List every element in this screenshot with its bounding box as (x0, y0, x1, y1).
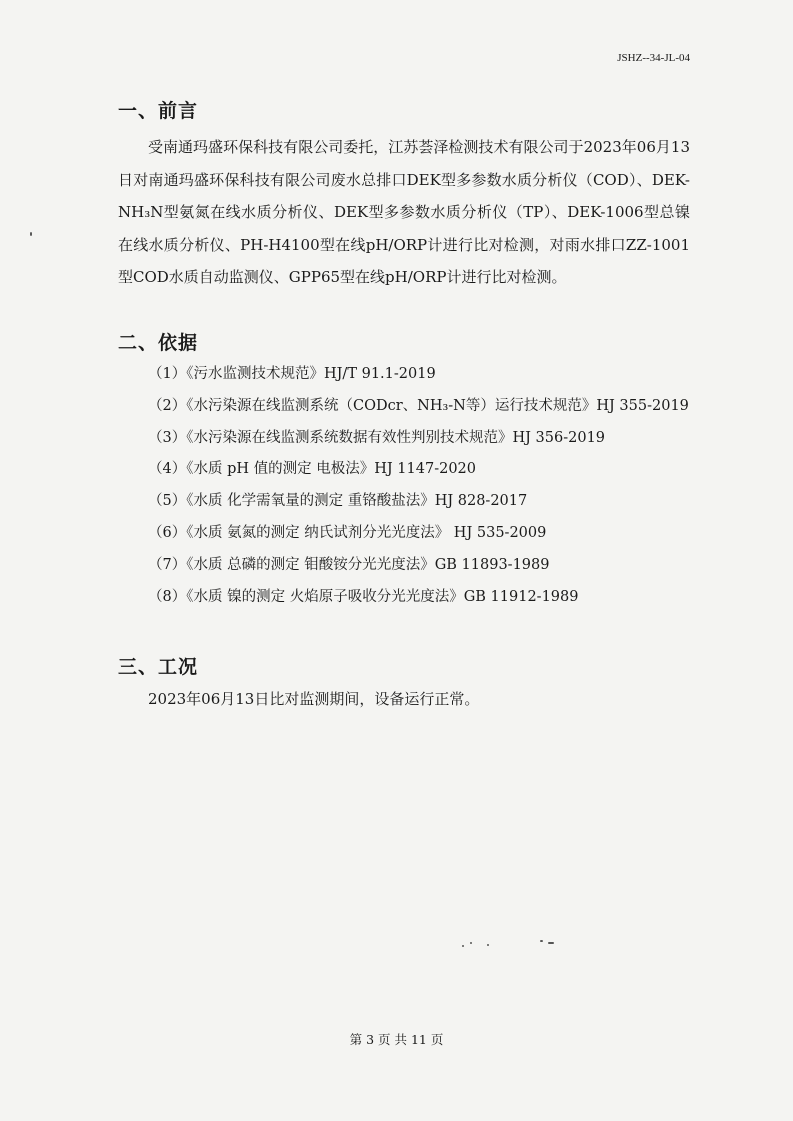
scan-speck (548, 942, 554, 944)
scan-speck (462, 945, 464, 947)
condition-body: 2023年06月13日比对监测期间，设备运行正常。 (148, 690, 480, 708)
scan-speck (487, 944, 489, 946)
document-code: JSHZ--34-JL-04 (617, 52, 690, 64)
scan-speck (540, 940, 543, 942)
section-title-condition: 三、工况 (118, 656, 199, 678)
basis-item-8: （8）《水质 镍的测定 火焰原子吸收分光光度法》GB 11912-1989 (148, 588, 579, 605)
basis-item-6: （6）《水质 氨氮的测定 纳氏试剂分光光度法》 HJ 535-2009 (148, 524, 547, 541)
scan-speck (30, 232, 32, 236)
scan-speck (470, 942, 472, 944)
basis-list (118, 359, 690, 613)
preface-paragraph: 受南通玛盛环保科技有限公司委托，江苏荟泽检测技术有限公司于2023年06月13日对南通玛盛环保科技有限公司废水总排口DEK型多参数水质分析仪（COD）、DEK-NH₃N型氨氮在线水质分析仪、DEK型多参数水质分析仪（TP）、DEK-1006型总镍在线水质分析仪、PH-H4100型在线pH/ORP计进行比对检测，对雨水排口ZZ-1001型COD水质自动监测仪、GPP65型在线pH/ORP计进行比对检测。 (118, 138, 690, 287)
basis-item-5: （5）《水质 化学需氧量的测定 重铬酸盐法》HJ 828-2017 (148, 493, 528, 510)
basis-item-2: （2）《水污染源在线监测系统（CODcr、NH₃-N等）运行技术规范》HJ 355-2019 (148, 397, 689, 414)
basis-item-4: （4）《水质 pH 值的测定 电极法》HJ 1147-2020 (148, 461, 476, 478)
basis-item-3: （3）《水污染源在线监测系统数据有效性判别技术规范》HJ 356-2019 (148, 429, 606, 446)
section-title-basis: 二、依据 (118, 332, 199, 354)
page-number: 第 3 页 共 11 页 (349, 1032, 444, 1047)
basis-item-7: （7）《水质 总磷的测定 钼酸铵分光光度法》GB 11893-1989 (148, 556, 550, 573)
basis-item-1: （1）《污水监测技术规范》HJ/T 91.1-2019 (148, 366, 436, 382)
section-title-preface: 一、前言 (118, 100, 199, 122)
preface-body (118, 131, 690, 294)
